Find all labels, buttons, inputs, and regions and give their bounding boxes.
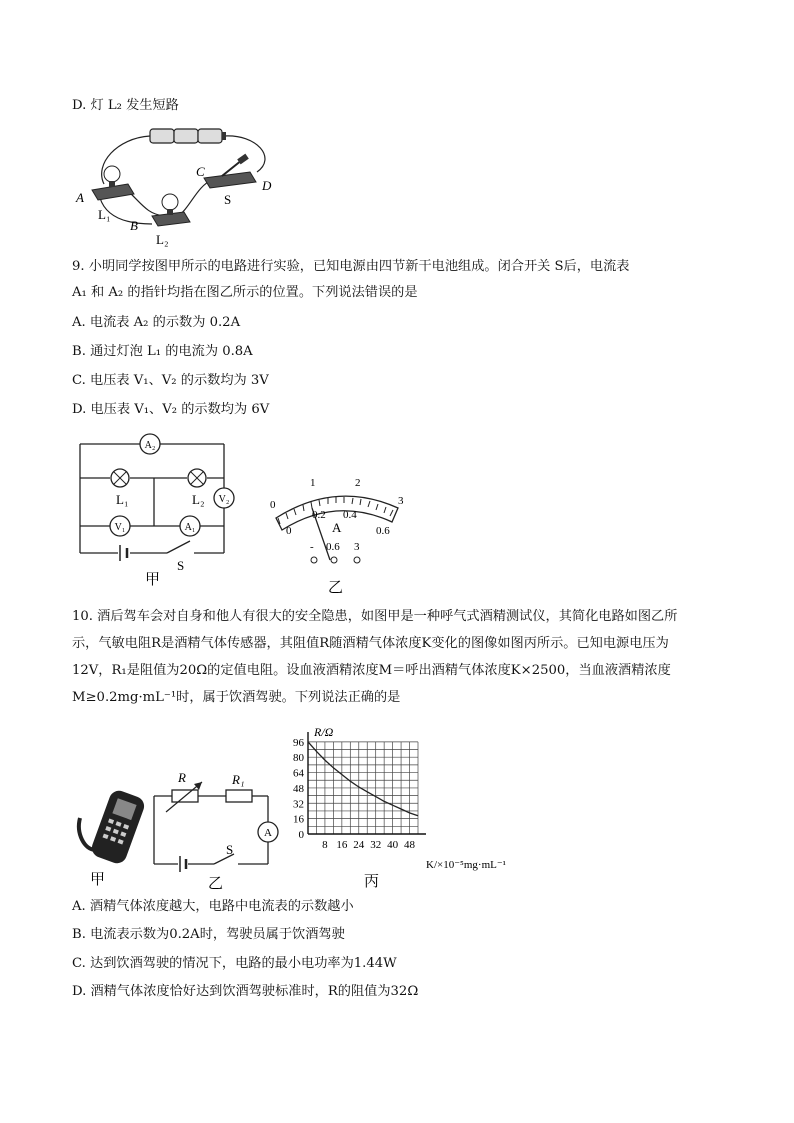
- gas-sensor-r-icon: [166, 782, 202, 812]
- caption-yi: 乙: [328, 580, 344, 596]
- q9-option-c: C. 电压表 V₁、V₂ 的示数均为 3V: [72, 373, 269, 388]
- y-tick-label: 16: [293, 813, 304, 826]
- q10-stem-line1: 10. 酒后驾车会对自身和他人有很大的安全隐患，如图甲是一种呼气式酒精测试仪，其简化电路如图乙所: [72, 609, 678, 624]
- label-a: A: [76, 190, 84, 205]
- label-l1: L₁: [116, 492, 129, 507]
- y-axis-label: R/Ω: [314, 725, 334, 739]
- x-tick-label: 40: [387, 839, 399, 851]
- q10-stem-line2: 示，气敏电阻R是酒精气体传感器，其阻值R随酒精气体浓度K变化的图像如图丙所示。已知电源电压为: [72, 636, 669, 651]
- q10-stem-line3: 12V，R₁是阻值为20Ω的定值电阻。设血液酒精浓度M＝呼出酒精气体浓度K×2500，当血液酒精浓度: [72, 663, 671, 678]
- label-r1: R₁: [232, 772, 245, 787]
- q10-option-d: D. 酒精气体浓度恰好达到饮酒驾驶标准时，R的阻值为32Ω: [72, 984, 419, 999]
- upper-tick-2: 2: [355, 477, 361, 489]
- meter-unit: A: [332, 520, 342, 535]
- caption-jia: 甲: [145, 572, 161, 588]
- y-tick-label: 80: [293, 752, 304, 765]
- x-tick-label: 24: [353, 839, 365, 851]
- svg-text:V₁: V₁: [114, 522, 126, 533]
- q8-circuit-figure: [72, 124, 282, 250]
- svg-text:A₂: A₂: [144, 440, 156, 451]
- label-b: B: [130, 218, 138, 233]
- lamp-l1-icon: [92, 166, 134, 200]
- voltmeter-v1-icon: [110, 516, 130, 536]
- q9-option-d: D. 电压表 V₁、V₂ 的示数均为 6V: [72, 402, 270, 417]
- upper-tick-0: 0: [270, 499, 276, 511]
- q8-option-d: D. 灯 L₂ 发生短路: [72, 98, 179, 113]
- label-l1: L₁: [98, 207, 111, 222]
- label-d: D: [262, 178, 272, 193]
- label-s: S: [224, 192, 232, 207]
- caption-bing: 丙: [364, 874, 380, 890]
- svg-text:A: A: [264, 827, 272, 839]
- label-l2: L₂: [192, 492, 205, 507]
- voltmeter-v2-icon: [214, 488, 234, 508]
- q10-breath-tester-jia: [72, 788, 152, 888]
- caption-yi: 乙: [208, 876, 224, 890]
- q10-option-b: B. 电流表示数为0.2A时，驾驶员属于饮酒驾驶: [72, 927, 345, 942]
- upper-tick-1: 1: [310, 477, 316, 489]
- q9-option-b: B. 通过灯泡 L₁ 的电流为 0.8A: [72, 344, 253, 359]
- lower-tick-02: 0.2: [312, 509, 326, 521]
- label-s: S: [226, 842, 234, 857]
- y-tick-label: 64: [293, 767, 304, 780]
- x-tick-label: 16: [336, 839, 348, 851]
- q9-circuit-jia: [72, 428, 252, 588]
- caption-jia: 甲: [90, 872, 106, 888]
- ammeter-a2-icon: [140, 434, 160, 454]
- q9-stem-line1: 9. 小明同学按图甲所示的电路进行实验，已知电源由四节新干电池组成。闭合开关 S后，电流表: [72, 259, 630, 274]
- label-s: S: [177, 558, 185, 573]
- label-r: R: [178, 770, 186, 785]
- ammeter-icon: [258, 822, 278, 842]
- svg-text:A₁: A₁: [184, 522, 196, 533]
- breathalyzer-icon: [79, 788, 147, 866]
- switch-s-icon: [204, 154, 256, 188]
- resistor-r1-icon: [226, 790, 252, 802]
- upper-tick-3: 3: [398, 495, 404, 507]
- q10-circuit-yi: [150, 766, 280, 890]
- y-tick-label: 0: [298, 829, 304, 841]
- ammeter-a1-icon: [180, 516, 200, 536]
- lower-tick-0: 0: [286, 525, 292, 537]
- y-tick-label: 96: [293, 736, 304, 749]
- x-tick-label: 8: [322, 839, 328, 851]
- lamp-l1-icon: [111, 469, 129, 487]
- label-l2: L₂: [156, 232, 169, 247]
- terminal-06: 0.6: [326, 541, 340, 553]
- x-tick-label: 32: [370, 839, 382, 851]
- battery-pack-icon: [150, 129, 226, 143]
- x-axis-label: K/×10⁻⁵mg·mL⁻¹: [426, 859, 506, 871]
- lower-tick-04: 0.4: [343, 509, 357, 521]
- q10-option-c: C. 达到饮酒驾驶的情况下，电路的最小电功率为1.44W: [72, 956, 397, 971]
- lamp-l2-icon: [188, 469, 206, 487]
- chart-grid: [308, 742, 418, 834]
- series-line: [308, 742, 418, 816]
- terminal-3: 3: [354, 541, 360, 553]
- q10-stem-line4: M≥0.2mg·mL⁻¹时，属于饮酒驾驶。下列说法正确的是: [72, 690, 401, 705]
- label-c: C: [196, 164, 205, 179]
- q9-ammeter-dial-yi: [258, 468, 418, 596]
- y-tick-label: 48: [293, 782, 304, 795]
- terminal-neg: -: [310, 541, 314, 553]
- svg-text:V₂: V₂: [218, 494, 230, 505]
- q9-stem-line2: A₁ 和 A₂ 的指针均指在图乙所示的位置。下列说法错误的是: [72, 285, 418, 300]
- q10-chart-bing: [284, 724, 546, 890]
- x-tick-label: 48: [404, 839, 416, 851]
- lower-tick-06: 0.6: [376, 525, 390, 537]
- q10-option-a: A. 酒精气体浓度越大，电路中电流表的示数越小: [72, 899, 354, 914]
- y-tick-label: 32: [293, 798, 304, 811]
- q9-option-a: A. 电流表 A₂ 的示数为 0.2A: [72, 315, 241, 330]
